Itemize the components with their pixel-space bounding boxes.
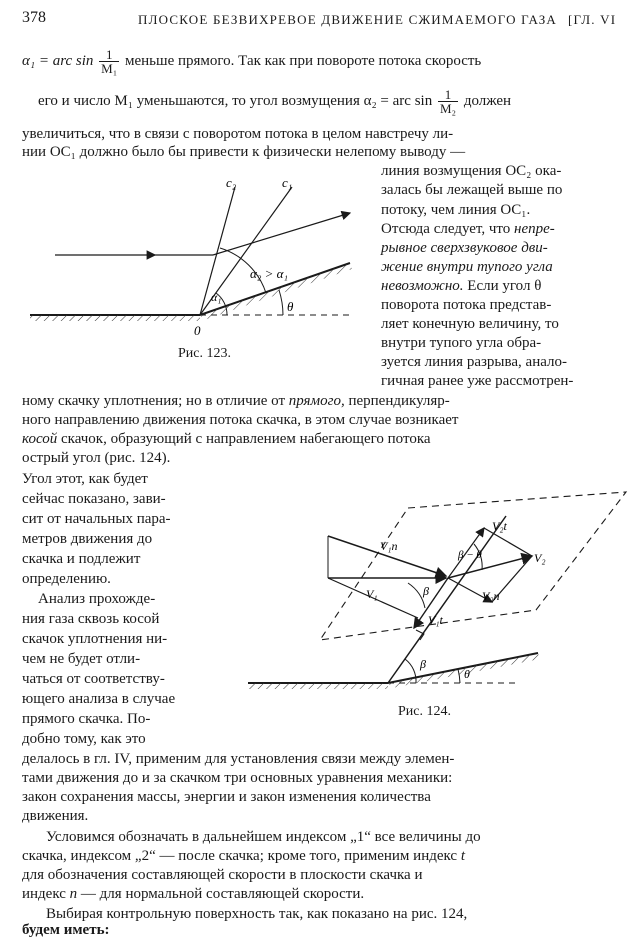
arc-theta — [279, 290, 283, 315]
text-line: острый угол (рис. 124). — [22, 450, 171, 466]
text-segment-italic: n — [69, 886, 78, 902]
label-v1t: V₁t — [428, 613, 443, 627]
text-line: Угол этот, как будет — [22, 471, 148, 487]
text-line — [38, 88, 511, 115]
fraction-1-over-m1 — [99, 48, 119, 75]
wall-hatch — [248, 683, 388, 689]
text-line: линия возмущения OC₂ ока- — [381, 163, 562, 179]
text-line: Анализ прохожде- — [38, 591, 156, 607]
text-line: метров движения до — [22, 531, 153, 547]
label-v2t: V₂t — [492, 519, 507, 533]
text-line — [22, 392, 450, 410]
text-line: ного направлению движения потока скачка, в этом случае возникает — [22, 412, 459, 428]
text-line: закон сохранения массы, энергии и закон изменения количества — [22, 789, 431, 805]
text-line: зуется линия разрыва, анало- — [381, 354, 567, 370]
text-line: для обозначения составляющей скорости в плоскости скачка и — [22, 867, 423, 883]
formula-alpha1: α₁ = arc sin — [22, 52, 94, 69]
text-line: ющего анализа в случае — [22, 691, 176, 707]
label-v1n: V₁n — [380, 539, 398, 553]
running-title: ПЛОСКОЕ БЕЗВИХРЕВОЕ ДВИЖЕНИЕ СЖИМАЕМОГО ГАЗА — [138, 12, 558, 27]
text-segment: Если угол θ — [467, 278, 542, 294]
fraction-numerator: 1 — [99, 48, 119, 62]
label-v2n: V₂n — [482, 589, 500, 603]
wall-hatch — [30, 315, 200, 321]
text-segment: Отсюда следует, что — [381, 221, 511, 237]
text-line — [22, 430, 431, 448]
text-line: поворота потока представ- — [381, 297, 552, 313]
control-surface — [320, 492, 626, 640]
text-segment: должен — [463, 92, 512, 109]
text-line: гичная ранее уже рассмотрен- — [381, 373, 574, 389]
text-line: внутри тупого угла обра- — [381, 335, 542, 351]
text-line: скачок уплотнения ни- — [22, 631, 168, 647]
text-segment: скачка, индексом „2“ — после скачка; кроме того, применим индекс — [22, 848, 458, 864]
text-segment-italic: непре- — [514, 221, 555, 237]
text-segment: его и число M₁ уменьшаются, то угол возмущения α₂ = arc sin — [38, 92, 433, 109]
text-line: нии OC₁ должно было бы привести к физически нелепому выводу — — [22, 144, 466, 160]
text-segment: ному скачку уплотнения; но в отличие от — [22, 393, 285, 409]
text-segment: скачок, образующий с направлением набегающего потока — [60, 431, 431, 447]
text-line: залась бы лежащей выше по — [381, 182, 563, 198]
text-line: движения. — [22, 808, 89, 824]
text-line: сит от начальных пара- — [22, 511, 171, 527]
text-line: чем не будет отли- — [22, 651, 141, 667]
text-segment: перпендикуляр- — [348, 393, 450, 409]
text-segment: индекс — [22, 886, 66, 902]
text-line — [22, 885, 364, 903]
fraction-1-over-m2 — [438, 88, 458, 115]
text-segment: — для нормальной составляющей скорости. — [80, 886, 365, 902]
label-beta-bottom: β — [420, 657, 426, 671]
text-line: ляет конечную величину, то — [381, 316, 559, 332]
text-line: тами движения до и за скачком три основных уравнения механики: — [22, 770, 453, 786]
label-alpha1: α₁ — [211, 290, 222, 304]
figure-123 — [30, 165, 375, 350]
text-line: будем иметь: — [22, 922, 110, 938]
text-line: Выбирая контрольную поверхность так, как показано на рис. 124, — [46, 906, 468, 922]
caption-fig-124: Рис. 124. — [398, 704, 451, 719]
text-line: делалось в гл. IV, применим для установления связи между элемен- — [22, 751, 455, 767]
text-line: прямого скачка. По- — [22, 711, 151, 727]
text-line: ния газа сквозь косой — [22, 611, 160, 627]
text-line: добно тому, как это — [22, 731, 146, 747]
fraction-denominator: M₁ — [101, 61, 118, 76]
label-c1: c₁ — [282, 175, 293, 190]
label-origin: 0 — [194, 323, 201, 338]
caption-fig-123: Рис. 123. — [178, 346, 231, 361]
text-segment-italic: невозможно. — [381, 278, 464, 294]
text-line: определению. — [22, 571, 111, 587]
page-number: 378 — [22, 9, 46, 26]
chapter-marker: [ГЛ. VI — [568, 12, 617, 27]
fraction-denominator: M₂ — [439, 101, 457, 116]
text-line — [22, 48, 481, 75]
text-line: увеличиться, что в связи с поворотом потока в целом навстречу ли- — [22, 126, 454, 142]
deflected-flow-arrow — [213, 213, 350, 255]
text-segment: меньше прямого. Так как при повороте потока скорость — [125, 52, 482, 69]
label-beta-minus-theta: β − θ — [458, 549, 482, 561]
label-v2: V₂ — [534, 551, 546, 565]
text-line: скачка и подлежит — [22, 551, 141, 567]
text-line: рывное сверхзвуковое дви- — [381, 240, 548, 256]
text-line — [381, 277, 541, 295]
text-line: сейчас показано, зави- — [22, 491, 166, 507]
fraction-numerator: 1 — [438, 88, 458, 102]
text-line — [22, 847, 465, 865]
label-theta: θ — [464, 667, 470, 681]
text-line: жение внутри тупого угла — [381, 259, 553, 275]
label-v1: V₁ — [366, 587, 378, 601]
text-segment-italic: косой — [22, 431, 58, 447]
text-segment-italic: прямого, — [288, 393, 345, 409]
text-segment-italic: t — [460, 848, 466, 864]
text-line: Условимся обозначать в дальнейшем индексом „1“ все величины до — [46, 829, 481, 845]
label-beta: β — [423, 584, 429, 598]
label-alpha2-gt-alpha1: α₂ > α₁ — [250, 266, 288, 281]
figure-124 — [248, 478, 628, 710]
text-line: чаться от соответству- — [22, 671, 165, 687]
text-line — [381, 220, 555, 238]
text-line: потоку, чем линия OC₁. — [381, 202, 531, 218]
label-c2: c₂ — [226, 175, 237, 190]
label-theta: θ — [287, 299, 294, 314]
